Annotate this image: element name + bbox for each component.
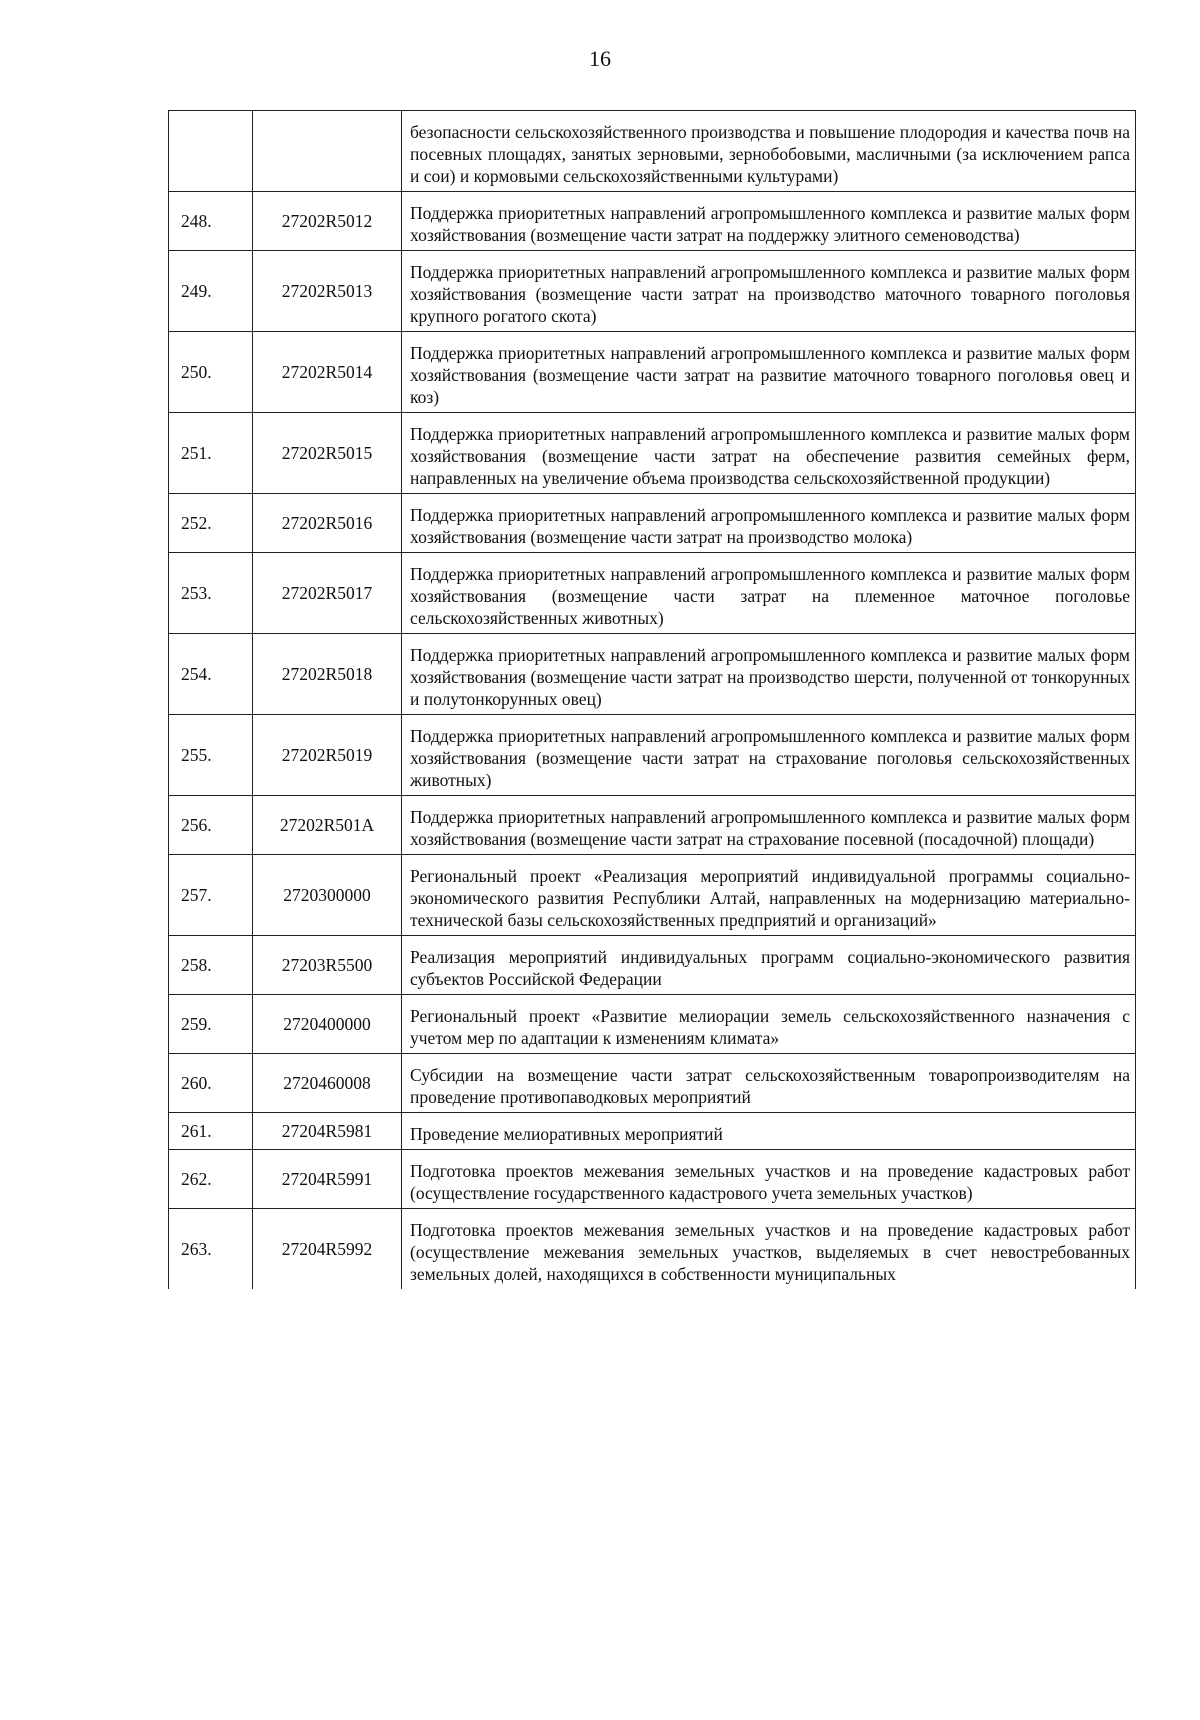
row-name: Реализация мероприятий индивидуальных программ социально-экономического развития субъектов Российской Федерации: [402, 936, 1136, 995]
table-row: [169, 1209, 1136, 1290]
row-number: 249.: [169, 251, 253, 332]
table-row: [169, 796, 1136, 855]
table-row: [169, 715, 1136, 796]
table-row: [169, 494, 1136, 553]
table-row: [169, 634, 1136, 715]
row-code: 27204R5992: [253, 1209, 402, 1290]
row-code: 27202R5017: [253, 553, 402, 634]
row-name-cell: безопасности сельскохозяйственного производства и повышение плодородия и качества почв на посевных площадях, занятых зерновыми, зернобобовыми, масличными (за исключением рапса и сои) и кормовыми сельскохозяйственными культурами): [402, 111, 1136, 192]
row-code: 27202R5013: [253, 251, 402, 332]
row-code: 27202R5019: [253, 715, 402, 796]
row-number: 253.: [169, 553, 253, 634]
row-code: 27202R5018: [253, 634, 402, 715]
row-name: Подготовка проектов межевания земельных участков и на проведение кадастровых работ (осуществление государственного кадастрового учета земельных участков): [402, 1150, 1136, 1209]
row-number: 263.: [169, 1209, 253, 1290]
row-number: 258.: [169, 936, 253, 995]
row-name: Поддержка приоритетных направлений агропромышленного комплекса и развитие малых форм хозяйствования (возмещение части затрат на производство шерсти, полученной от тонкорунных и полутонкорунных овец): [402, 634, 1136, 715]
row-code: 27202R5012: [253, 192, 402, 251]
row-number: 251.: [169, 413, 253, 494]
row-code: 27202R5015: [253, 413, 402, 494]
table-row: [169, 1054, 1136, 1113]
row-name: Подготовка проектов межевания земельных участков и на проведение кадастровых работ (осуществление межевания земельных участков, выделяемых в счет невостребованных земельных долей, находящихся в собственности муниципальных: [402, 1209, 1136, 1290]
row-name: Поддержка приоритетных направлений агропромышленного комплекса и развитие малых форм хозяйствования (возмещение части затрат на развитие маточного товарного поголовья овец и коз): [402, 332, 1136, 413]
row-name: Поддержка приоритетных направлений агропромышленного комплекса и развитие малых форм хозяйствования (возмещение части затрат на производство маточного товарного поголовья крупного рогатого скота): [402, 251, 1136, 332]
table-row: [169, 192, 1136, 251]
row-code: 2720300000: [253, 855, 402, 936]
row-name: Субсидии на возмещение части затрат сельскохозяйственным товаропроизводителям на проведение противопаводковых мероприятий: [402, 1054, 1136, 1113]
row-code: 27204R5981: [253, 1113, 402, 1150]
page-number: 16: [589, 46, 611, 71]
row-code: 27202R5014: [253, 332, 402, 413]
row-name: Поддержка приоритетных направлений агропромышленного комплекса и развитие малых форм хозяйствования (возмещение части затрат на поддержку элитного семеноводства): [402, 192, 1136, 251]
row-number: 250.: [169, 332, 253, 413]
row-code: 2720400000: [253, 995, 402, 1054]
row-number: 252.: [169, 494, 253, 553]
row-name: Поддержка приоритетных направлений агропромышленного комплекса и развитие малых форм хозяйствования (возмещение части затрат на обеспечение развития семейных ферм, направленных на увеличение объема производства сельскохозяйственной продукции): [402, 413, 1136, 494]
row-number: 255.: [169, 715, 253, 796]
row-code-cell: [253, 111, 402, 192]
row-name: Поддержка приоритетных направлений агропромышленного комплекса и развитие малых форм хозяйствования (возмещение части затрат на страхование посевной (посадочной) площади): [402, 796, 1136, 855]
table-row: [169, 332, 1136, 413]
row-number: 260.: [169, 1054, 253, 1113]
row-name: Региональный проект «Реализация мероприятий индивидуальной программы социально-экономического развития Республики Алтай, направленных на модернизацию материально-технической базы сельскохозяйственных предприятий и организаций»: [402, 855, 1136, 936]
table-row: [169, 553, 1136, 634]
row-code: 27202R5016: [253, 494, 402, 553]
row-number: 256.: [169, 796, 253, 855]
row-code: 27203R5500: [253, 936, 402, 995]
table-row: [169, 995, 1136, 1054]
row-code: 27202R501A: [253, 796, 402, 855]
table-row: [169, 1150, 1136, 1209]
row-number: 259.: [169, 995, 253, 1054]
table-row: [169, 855, 1136, 936]
row-name: Проведение мелиоративных мероприятий: [402, 1113, 1136, 1150]
row-name: Поддержка приоритетных направлений агропромышленного комплекса и развитие малых форм хозяйствования (возмещение части затрат на производство молока): [402, 494, 1136, 553]
row-number: 262.: [169, 1150, 253, 1209]
table-row: [169, 251, 1136, 332]
row-number: 257.: [169, 855, 253, 936]
table-row: [169, 413, 1136, 494]
table-row: [169, 936, 1136, 995]
table-row: [169, 1113, 1136, 1150]
row-number: 261.: [169, 1113, 253, 1150]
row-number: 254.: [169, 634, 253, 715]
budget-code-table: [168, 110, 1136, 1289]
table-row-continuation: [169, 111, 1136, 192]
row-number: 248.: [169, 192, 253, 251]
row-number-cell: [169, 111, 253, 192]
row-code: 27204R5991: [253, 1150, 402, 1209]
row-name: Поддержка приоритетных направлений агропромышленного комплекса и развитие малых форм хозяйствования (возмещение части затрат на страхование поголовья сельскохозяйственных животных): [402, 715, 1136, 796]
row-code: 2720460008: [253, 1054, 402, 1113]
row-name: Поддержка приоритетных направлений агропромышленного комплекса и развитие малых форм хозяйствования (возмещение части затрат на племенное маточное поголовье сельскохозяйственных животных): [402, 553, 1136, 634]
row-name: Региональный проект «Развитие мелиорации земель сельскохозяйственного назначения с учетом мер по адаптации к изменениям климата»: [402, 995, 1136, 1054]
